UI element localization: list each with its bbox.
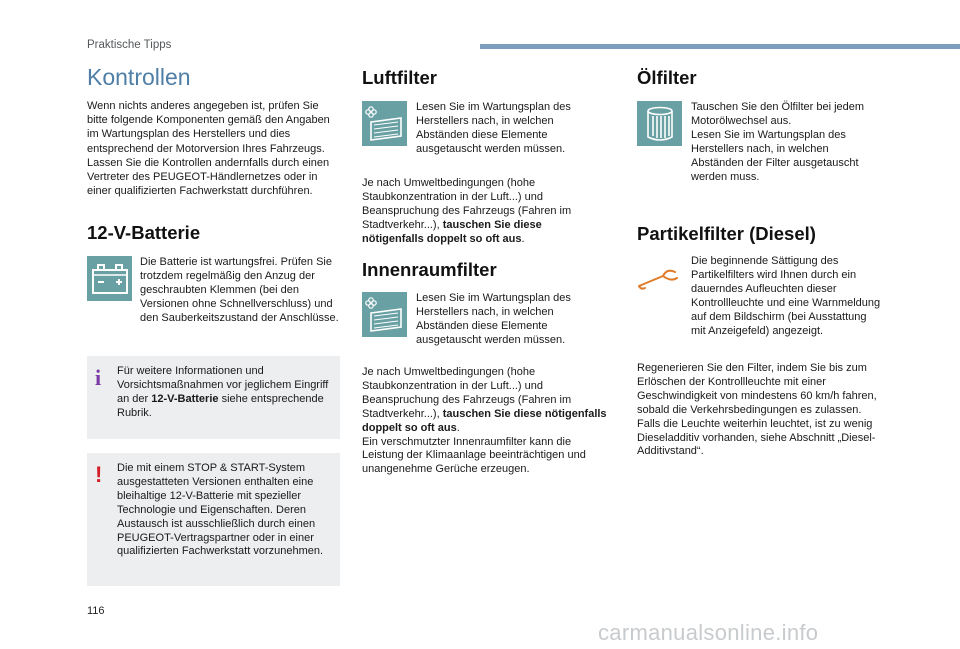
- battery-warning-note: [87, 453, 340, 586]
- particle-filter-body: Regenerieren Sie den Filter, indem Sie bis zum Erlöschen der Kontrollleuchte mit einer Geschwindigkeit von mindestens 60 km/h fahren, sobald die Verkehrsbedingungen es zulassen. Falls die Leuchte weiterhin leuchtet, ist zu wenig Dieseladditiv vorhanden, siehe Abschnitt „Diesel-Additivstand“.: [637, 362, 877, 458]
- particle-filter-warning-icon: [637, 260, 682, 294]
- watermark: carmanualsonline.info: [598, 620, 819, 645]
- air-filter-body: Je nach Umweltbedingungen (hohe Staubkonzentration in der Luft...) und Beanspruchung des Fahrzeugs (Fahren im Stadtverkehr...), tauschen Sie diese nötigenfalls doppelt so oft aus.: [362, 177, 572, 245]
- info-icon: i: [95, 365, 102, 390]
- intro-paragraph: Wenn nichts anderes angegeben ist, prüfen Sie bitte folgende Komponenten gemäß den Angaben im Wartungsplan des Herstellers und dies entsprechend der Motorversion Ihres Fahrzeugs. Lassen Sie die Kontrollen andernfalls durch einen Vertreter des PEUGEOT-Händlernetzes oder in einer qualifizierten Fachwerkstatt durchführen.: [87, 100, 330, 198]
- oil-filter-icon-text: Tauschen Sie den Ölfilter bei jedem Motorölwechsel aus. Lesen Sie im Wartungsplan des Herstellers nach, in welchen Abständen der Filter ausgetauscht werden muss.: [691, 101, 865, 183]
- battery-warning-text: Die mit einem STOP & START-System ausgestatteten Versionen enthalten eine bleihaltige 12-V-Batterie mit spezieller Technologie und Eigenschaften. Deren Austausch ist ausschließlich durch einen PEUGEOT-Vertragspartner oder in einer qualifizierten Fachwerkstatt vorzunehmen.: [117, 462, 324, 558]
- battery-info-text: Für weitere Informationen und Vorsichtsmaßnahmen vor jeglichem Eingriff an der 12-V-Batterie siehe entsprechende Rubrik.: [117, 365, 329, 419]
- header-section-label: Praktische Tipps: [87, 39, 172, 51]
- page-number: 116: [87, 605, 105, 617]
- battery-icon: [87, 256, 132, 301]
- particle-filter-icon-text: Die beginnende Sättigung des Partikelfilters wird Ihnen durch ein dauerndes Aufleuchten dieser Kontrollleuchte und eine Warnmeldung auf dem Bildschirm (bei Ausstattung mit Anzeigefeld) angezeigt.: [691, 255, 881, 337]
- air-filter-icon: [362, 101, 407, 146]
- air-filter-heading: Luftfilter: [362, 67, 438, 88]
- particle-filter-heading: Partikelfilter (Diesel): [637, 223, 816, 244]
- cabin-filter-body: Je nach Umweltbedingungen (hohe Staubkonzentration in der Luft...) und Beanspruchung des Fahrzeugs (Fahren im Stadtverkehr...), tauschen Sie diese nötigenfalls doppelt so oft aus. Ein verschmutzter Innenraumfilter kann die Leistung der Klimaanlage beeinträchtigen und unangenehme Gerüche erzeugen.: [362, 366, 607, 476]
- warning-icon: !: [95, 462, 103, 487]
- battery-text: Die Batterie ist wartungsfrei. Prüfen Sie trotzdem regelmäßig den Anzug der geschraubten Klemmen (bei den Versionen ohne Schnellverschluss) und den Sauberkeitszustand der Anschlüsse.: [140, 256, 339, 324]
- battery-heading: 12-V-Batterie: [87, 222, 201, 243]
- air-filter-icon-text: Lesen Sie im Wartungsplan des Herstellers nach, in welchen Abständen diese Elemente ausgetauscht werden müssen.: [416, 101, 571, 155]
- cabin-filter-heading: Innenraumfilter: [362, 259, 497, 280]
- battery-info-note: [87, 356, 340, 439]
- oil-filter-icon: [637, 101, 682, 146]
- header-accent-bar: [480, 44, 960, 49]
- cabin-filter-icon: [362, 292, 407, 337]
- oil-filter-heading: Ölfilter: [637, 67, 697, 88]
- cabin-filter-icon-text: Lesen Sie im Wartungsplan des Herstellers nach, in welchen Abständen diese Elemente ausgetauscht werden müssen.: [416, 292, 571, 346]
- page-title: Kontrollen: [87, 64, 191, 90]
